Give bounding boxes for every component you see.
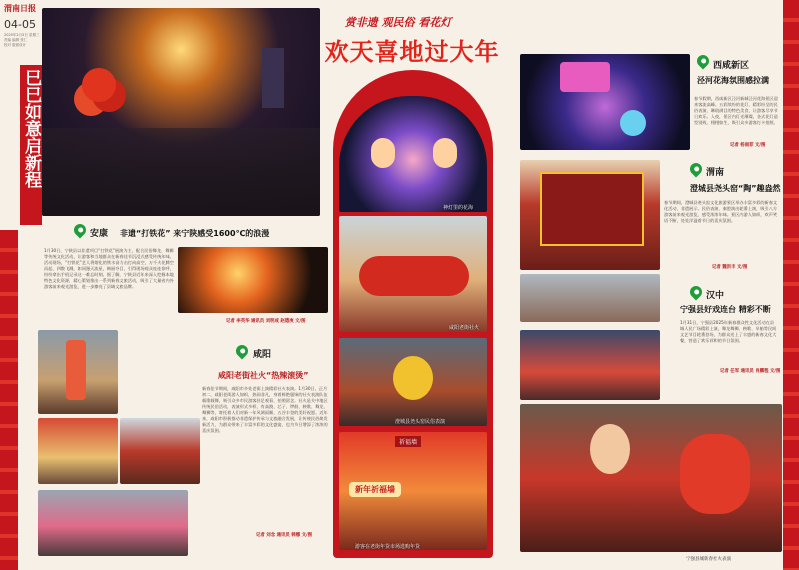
tower-building [262,48,284,108]
caption-right-bottom: 宁强县城新春社火表演 [686,557,731,562]
masthead-meta-3: 校对 版面设计 [4,43,27,47]
article-ankang: 1月30日，宁陕县以非遗项目“打铁花”展演为主，配合民俗舞龙、舞狮等传统文化活动，让游客和当地群众在新春佳节沉浸式感受传统年味。活动现场，“打铁花”艺人将熔化的铁水奋力击打向高空，万千火花腾空而起、四散飞溅，如同漫天流星，绚丽夺目，引得现场观众连连惊呼，纷纷拿出手机记录这一难忘时刻。据了解，宁陕县近年来深入挖掘本地特色文化资源，精心策划推出一系列新春文旅活动，吸引了大量省内外游客前来观光游览，进一步擦亮了县域文旅品牌。 [44,248,174,289]
masthead-paper: 渭南日报 [4,4,36,13]
location-pin-icon [72,222,89,239]
location-pin-icon [688,161,705,178]
parade-photo [38,490,188,556]
right-red-border [783,0,799,570]
masthead-pages: 04-05 [4,18,36,31]
stilt-performer-photo [38,330,118,414]
headline-weinan: 澄城县尧头窑“陶”趣盎然 [690,184,781,193]
masthead-meta-1: 2025年2月5日 星期三 [4,33,40,37]
headline-xixian: 泾河花海氛围感拉满 [697,76,769,85]
kicker-title: 赏非遗 观民俗 看花灯 [344,16,452,29]
crowd-band [42,128,320,216]
iron-flower-photo [178,247,328,313]
location-ankang: 安康 [90,229,109,239]
location-hanzhong: 汉中 [706,291,725,301]
flower-lantern-photo [520,54,690,150]
golden-lion-photo [339,338,487,426]
author-weinan: 记者 魏洪丰 文/图 [712,265,748,270]
left-red-border [0,230,18,570]
author-xianyang: 记者 刘念 通讯员 韩娜 文/图 [256,533,313,538]
dragon-dance-photo [339,216,487,332]
headline-hanzhong: 宁强县好戏连台 精彩不断 [680,305,771,314]
stilt-figure [66,340,86,400]
location-pin-icon [688,284,705,301]
masthead-meta-2: 责编 编辑 张仁 [4,38,28,42]
vertical-title: 巳巳如意启新程 [21,69,41,188]
masthead [4,3,40,65]
location-xixian: 西咸新区 [713,61,750,71]
pottery-crowd-photo [520,274,660,322]
red-dragon [359,256,469,296]
festival-sign: 新年祈福墙 [349,482,401,497]
doll-lantern-left [371,138,395,168]
lion-mascot-photo [520,404,782,552]
glow-sphere [620,110,646,136]
caption-center-top: 神灯里的花海 [443,205,474,211]
main-title: 欢天喜地过大年 [324,38,500,66]
doll-lantern-right [433,138,457,168]
author-hanzhong: 记者 任军 通讯员 肖鹏程 文/图 [720,369,781,374]
stage-screen-photo [520,330,660,400]
location-xianyang: 咸阳 [253,350,272,360]
author-xixian: 记者 杨雨菲 文/图 [730,143,766,148]
location-pin-icon [234,343,251,360]
red-lion [680,434,750,514]
opera-stage-photo [520,160,660,270]
caption-center-mid: 咸阳老街社火 [449,325,480,331]
caption-bottom: 游客在老街年货市场选购年货 [355,544,421,550]
article-hanzhong: 1月31日，宁强县2025年新春群众性文化活动在县城人民广场精彩上演，舞龙舞狮、秧歌、旱船等民间文艺节目轮番登场，为群众送上了丰盛的新春文化大餐，营造了欢乐祥和的节日氛围。 [680,320,777,343]
opera-costume-photo [38,418,118,484]
headline-xianyang: 咸阳老街社火“热辣滚烫” [218,371,309,380]
vertical-title-ribbon [20,65,42,225]
article-weinan: 春节期间，澄城县尧头窑文化旅游景区举办丰富多彩的新春文化活动，非遗展示、民俗表演、秦腔演出轮番上演，吸引八方游客前来观光游览，感受浓浓年味。景区内游人如织，欢声笑语不断，处处洋溢着节日的喜庆氛围。 [664,200,778,223]
stage-curtain [540,172,644,246]
caption-center-bot: 澄城县尧头窑民俗表演 [395,419,446,425]
mascot-head [590,424,630,474]
market-sign-small: 祈福墙 [395,436,421,447]
location-weinan: 渭南 [706,168,725,178]
calligraphy-lantern [560,62,610,92]
author-ankang: 记者 李英华 通讯员 刘明成 赵德庚 文/图 [226,319,306,324]
lantern-cluster [82,68,116,102]
location-pin-icon [695,53,712,70]
pagoda-gate-photo [120,418,200,484]
headline-ankang: 非遗“打铁花” 来宁陕感受1600℃的浪漫 [120,229,270,238]
night-crowd-photo [42,8,320,216]
article-xianyang: 新春佳节期间，咸阳市多处老街上演精彩社火表演。1月30日，正月初二，咸阳老街游人如织，热闹非凡，身着鲜艳服饰的社火表演队伍载歌载舞，吸引众多市民游客驻足观看、拍照留念。社火是关中地区传统民俗活动，表演形式多样，有高跷、芯子、锣鼓、秧歌、舞龙、舞狮等，寄托着人们对新一年风调雨顺、五谷丰登的美好祝愿。近年来，咸阳市积极推动非遗保护传承与文旅融合发展，让传统民俗焕发新活力，为群众带来了丰富多彩的文化盛宴，也为节日增添了浓浓的喜庆氛围。 [202,386,328,433]
new-year-market-photo [339,432,487,550]
article-xixian: 春节假期，西咸新区泾河新城泾河花海景区迎来客流高峰。五彩缤纷的花灯、精彩纷呈的民俗表演、琳琅满目的特色美食，让游客尽享节日欢乐。入夜，景区内灯光璀璨，各式花灯造型别致、栩栩如生，吸引众多游客打卡拍照。 [694,96,778,125]
golden-lion [393,356,433,400]
